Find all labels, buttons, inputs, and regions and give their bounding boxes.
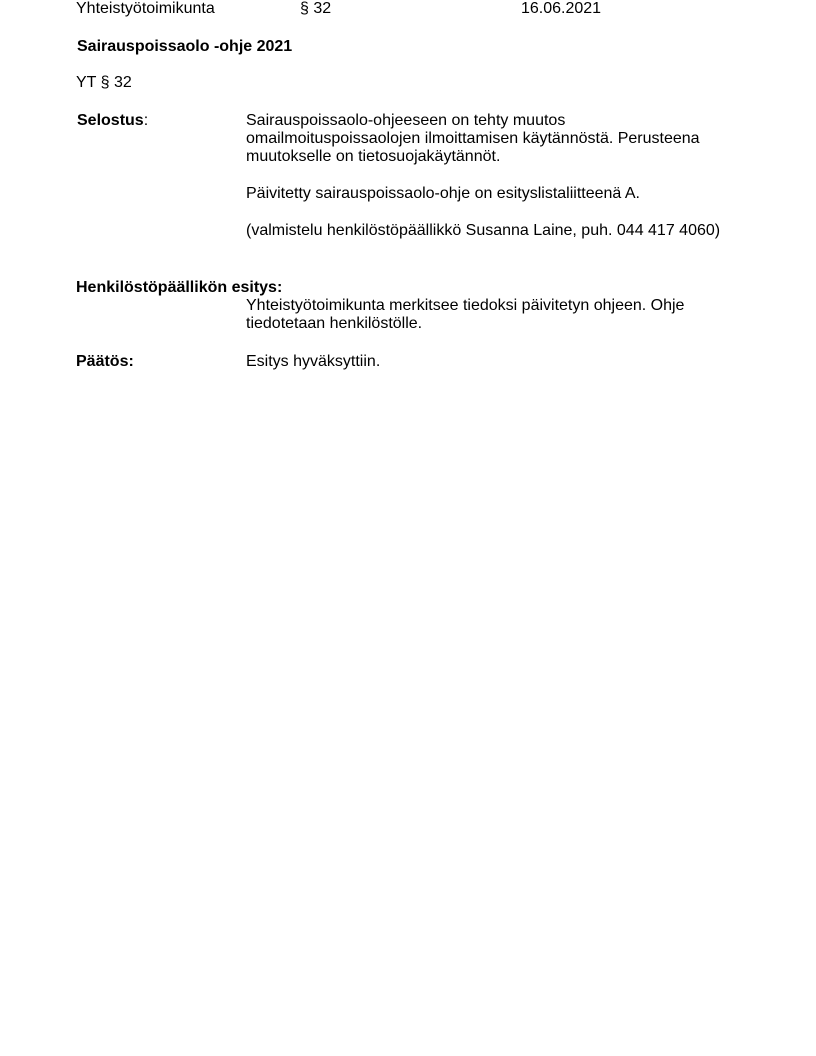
- esitys-line: tiedotetaan henkilöstölle.: [246, 315, 423, 332]
- reference: YT § 32: [76, 74, 132, 91]
- selostus-paragraph-1: [246, 112, 700, 166]
- paatos-text: [246, 353, 380, 371]
- selostus-paragraph-2: [246, 185, 640, 203]
- selostus-line: omailmoituspoissaolojen ilmoittamisen käytännöstä. Perusteena: [246, 130, 700, 147]
- selostus-label-text: Selostus: [77, 112, 144, 129]
- esitys-line: Yhteistyötoimikunta merkitsee tiedoksi päivitetyn ohjeen. Ohje: [246, 297, 685, 314]
- selostus-line: Sairauspoissaolo-ohjeeseen on tehty muutos: [246, 112, 566, 129]
- selostus-label: [77, 112, 148, 130]
- document-title: Sairauspoissaolo -ohje 2021: [77, 38, 293, 55]
- paatos-label: Päätös:: [76, 353, 134, 370]
- esitys-label: Henkilöstöpäällikön esitys:: [76, 279, 283, 296]
- header-date: 16.06.2021: [521, 0, 602, 17]
- paatos-line: Esitys hyväksyttiin.: [246, 353, 381, 370]
- esitys-text: [246, 297, 684, 333]
- header-organ: Yhteistyötoimikunta: [76, 0, 215, 17]
- selostus-colon: :: [143, 112, 149, 129]
- selostus-line: muutokselle on tietosuojakäytännöt.: [246, 148, 501, 165]
- selostus-line: Päivitetty sairauspoissaolo-ohje on esityslistaliitteenä A.: [246, 185, 640, 202]
- selostus-line: (valmistelu henkilöstöpäällikkö Susanna Laine, puh. 044 417 4060): [246, 222, 721, 239]
- header-section: § 32: [300, 0, 332, 17]
- selostus-paragraph-3: [246, 222, 720, 240]
